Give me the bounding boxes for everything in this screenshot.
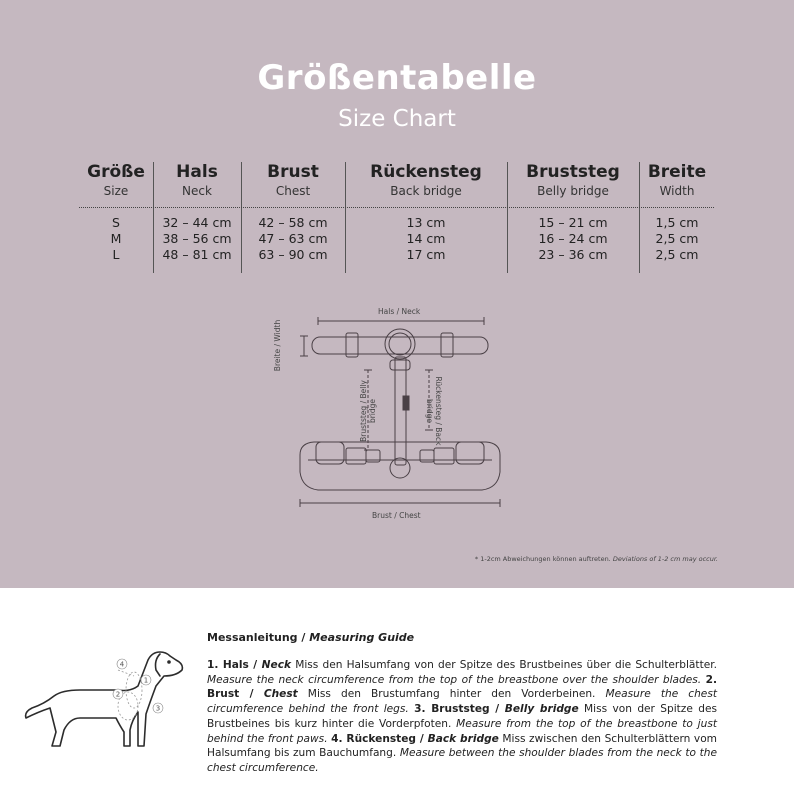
column-subtitle: Belly bridge [537, 184, 609, 198]
column-title: Größe [87, 162, 145, 182]
dotted-divider [79, 207, 714, 208]
page-title: Größentabelle [257, 58, 537, 98]
dog-icon [20, 646, 190, 756]
table-cell: 32 – 44 cm [162, 215, 232, 230]
column-title: Hals [176, 162, 218, 182]
column-title: Bruststeg [526, 162, 620, 182]
table-cell: 47 – 63 cm [258, 231, 328, 246]
column-subtitle: Width [659, 184, 695, 198]
table-cell: 16 – 24 cm [538, 231, 608, 246]
column-subtitle: Back bridge [390, 184, 462, 198]
harness-diagram [273, 300, 526, 530]
table-cell: 17 cm [406, 247, 446, 262]
table-cell: M [110, 231, 122, 246]
size-table [79, 158, 714, 273]
column-title: Rückensteg [370, 162, 482, 182]
table-cell: 2,5 cm [655, 247, 699, 262]
marker-4: 4 [119, 660, 125, 669]
table-cell: 15 – 21 cm [538, 215, 608, 230]
page-subtitle: Size Chart [338, 106, 456, 132]
width-label: Breite / Width [273, 319, 283, 372]
column-title: Breite [647, 162, 707, 182]
chest-label: Brust / Chest [372, 511, 421, 520]
table-cell: 2,5 cm [655, 231, 699, 246]
neck-label: Hals / Neck [378, 307, 421, 316]
column-title: Brust [267, 162, 319, 182]
table-cell: 42 – 58 cm [258, 215, 328, 230]
deviation-note: * 1-2cm Abweichungen können auftreten. Deviations of 1-2 cm may occur. [474, 555, 718, 563]
belly-bridge-label: Bruststeg / Belly bridge [359, 380, 377, 442]
table-cell: 38 – 56 cm [162, 231, 232, 246]
column-back-bridge [346, 158, 506, 273]
column-neck [154, 158, 240, 273]
guide-title: Messanleitung / Measuring Guide [207, 631, 415, 644]
table-cell: 23 – 36 cm [538, 247, 608, 262]
column-subtitle: Chest [275, 184, 311, 198]
marker-1: 1 [143, 676, 149, 685]
guide-item-chest: 2. Brust / Chest Miss den Brustumfang hinter den Vorderbeinen. Measure the chest circumference behind the front legs. [207, 673, 717, 716]
column-belly-bridge [508, 158, 638, 273]
guide-item-belly-bridge: 3. Bruststeg / Belly bridge Miss von der Spitze des Brustbeines bis kurz hinter die Vorderpfoten. Measure from the top of the breastbone to just behind the front paws. [207, 703, 718, 745]
column-size [79, 158, 153, 273]
dog-illustration [20, 646, 190, 756]
column-subtitle: Neck [182, 184, 212, 198]
table-cell: 14 cm [406, 231, 446, 246]
table-cell: 1,5 cm [655, 215, 699, 230]
guide-item-neck: 1. Hals / Neck Miss den Halsumfang von der Spitze des Brustbeines über die Schulterblätter. Measure the neck circumference from the top of the breastbone over the shoulder blades. [207, 659, 717, 686]
column-width [640, 158, 714, 273]
column-chest [242, 158, 344, 273]
harness-illustration [286, 300, 526, 530]
table-cell: 13 cm [406, 215, 446, 230]
column-subtitle: Size [103, 184, 129, 198]
guide-item-back-bridge: 4. Rückensteg / Back bridge Miss zwischen den Schulterblättern vom Halsumfang bis zum Bauchumfang. Measure between the shoulder blades from the neck to the chest circumference. [207, 732, 718, 774]
marker-3: 3 [155, 704, 161, 713]
guide-text [207, 658, 717, 776]
table-cell: 63 – 90 cm [258, 247, 328, 262]
back-bridge-label: Rückensteg / Back bridge [425, 376, 443, 446]
table-cell: 48 – 81 cm [162, 247, 232, 262]
marker-2: 2 [115, 690, 121, 699]
table-cell: S [112, 215, 120, 230]
table-cell: L [112, 247, 120, 262]
